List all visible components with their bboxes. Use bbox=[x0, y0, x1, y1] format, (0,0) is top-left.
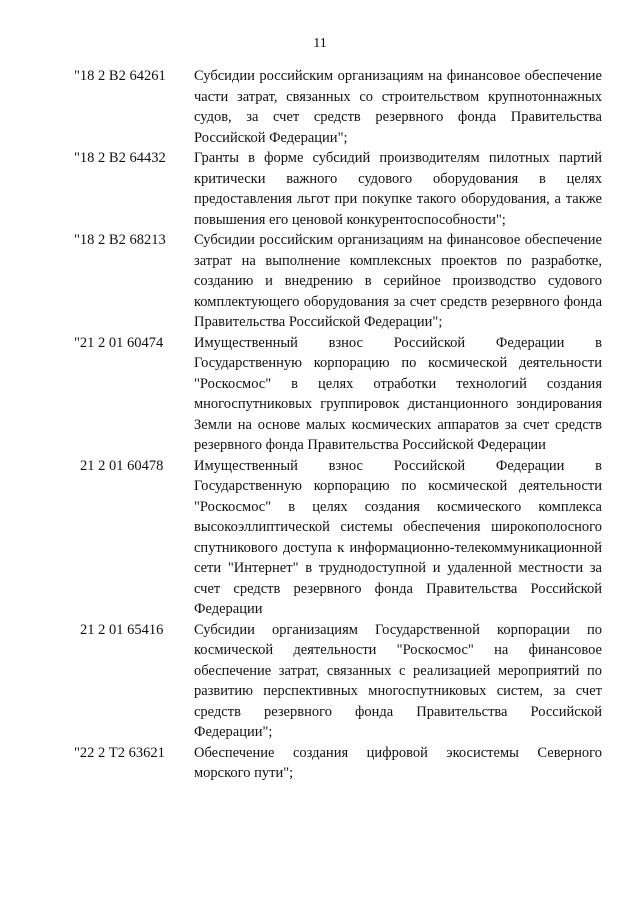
budget-code-description: Имущественный взнос Российской Федерации в Государственную корпорацию по космической деятельности "Роскосмос" в целях создания космического комплекса высокоэллиптической системы обеспечения широкополосного спутникового доступа к информационно-телекоммуникационной сети "Интернет" в труднодоступной и удаленной местности за счет средств резервного фонда Правительства Российской Федерации bbox=[194, 457, 602, 617]
budget-code-description: Гранты в форме субсидий производителям пилотных партий критически важного судового оборудования в целях предоставления льгот при покупке такого оборудования, а также повышения его ценовой конкурентоспособности"; bbox=[194, 150, 602, 228]
budget-code: 21 2 01 65416 bbox=[80, 621, 164, 638]
list-item bbox=[74, 230, 602, 333]
budget-code: "22 2 Т2 63621 bbox=[74, 744, 165, 761]
budget-code-description: Субсидии российским организациям на финансовое обеспечение части затрат, связанных со строительством крупнотоннажных судов, за счет средств резервного фонда Правительства Российской Федерации"; bbox=[194, 68, 602, 146]
list-item bbox=[74, 620, 602, 743]
budget-code: "21 2 01 60474 bbox=[74, 334, 164, 351]
budget-code: "18 2 В2 68213 bbox=[74, 232, 166, 248]
budget-code: "18 2 В2 64432 bbox=[74, 150, 166, 166]
list-item bbox=[74, 148, 602, 230]
budget-code-description: Обеспечение создания цифровой экосистемы Северного морского пути"; bbox=[194, 744, 602, 781]
budget-code-list bbox=[74, 66, 602, 784]
list-item bbox=[74, 333, 602, 456]
budget-code-description: Субсидии российским организациям на финансовое обеспечение затрат на выполнение комплексных проектов по разработке, созданию и внедрению в серийное производство судового комплектующего оборудования за счет средств резервного фонда Правительства Российской Федерации"; bbox=[194, 232, 602, 330]
budget-code: 21 2 01 60478 bbox=[80, 457, 164, 474]
list-item bbox=[74, 66, 602, 148]
budget-code: "18 2 В2 64261 bbox=[74, 68, 166, 84]
budget-code-description: Субсидии организациям Государственной корпорации по космической деятельности "Роскосмос" на финансовое обеспечение затрат, связанных с реализацией мероприятий по развитию перспективных многоспутниковых систем, за счет средств резервного фонда Правительства Российской Федерации"; bbox=[194, 621, 602, 740]
budget-code-description: Имущественный взнос Российской Федерации в Государственную корпорацию по космической деятельности "Роскосмос" в целях отработки технологий создания многоспутниковых группировок дистанционного зондирования Земли на основе малых космических аппаратов за счет средств резервного фонда Правительства Российской Федерации bbox=[194, 334, 602, 453]
page-number: 11 bbox=[313, 36, 327, 51]
list-item bbox=[74, 456, 602, 620]
list-item bbox=[74, 743, 602, 784]
